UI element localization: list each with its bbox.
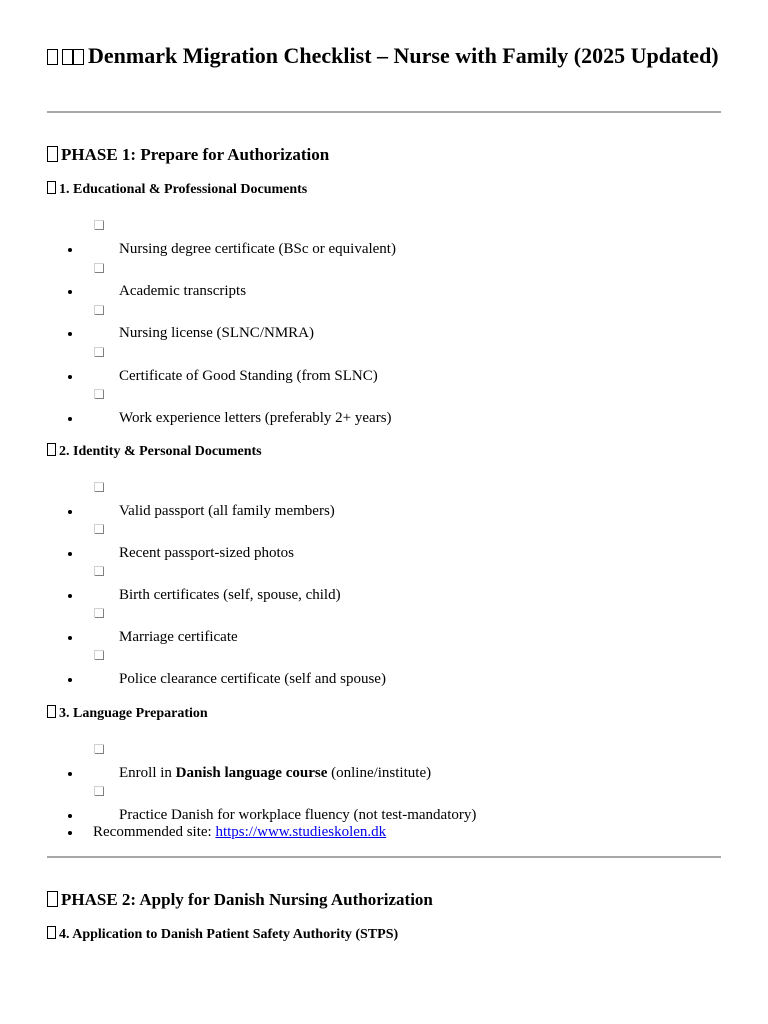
missing-glyph-icon	[47, 49, 58, 65]
bullet	[68, 552, 72, 556]
bullet	[68, 417, 72, 421]
bullet	[68, 594, 72, 598]
phase1-heading: PHASE 1: Prepare for Authorization	[47, 145, 329, 165]
bullet	[68, 814, 72, 818]
missing-glyph-icon	[47, 443, 56, 456]
checklist-item: Birth certificates (self, spouse, child)	[119, 587, 341, 603]
missing-glyph-icon	[47, 146, 58, 162]
section-heading: 2. Identity & Personal Documents	[47, 443, 262, 461]
bullet	[68, 772, 72, 776]
divider	[47, 856, 721, 858]
checkbox[interactable]	[94, 744, 104, 754]
checklist-item: Work experience letters (preferably 2+ years)	[119, 410, 392, 426]
checklist-item: Enroll in Danish language course (online/institute)	[119, 765, 432, 781]
checklist-item: Certificate of Good Standing (from SLNC)	[119, 368, 378, 384]
bullet	[68, 375, 72, 379]
checklist-item: Nursing degree certificate (BSc or equivalent)	[119, 241, 396, 257]
checklist-item: Valid passport (all family members)	[119, 503, 335, 519]
checkbox[interactable]	[94, 220, 104, 230]
divider	[47, 111, 721, 113]
missing-glyph-icon	[47, 926, 56, 939]
section-heading: 3. Language Preparation	[47, 705, 208, 723]
section-heading: 4. Application to Danish Patient Safety Authority (STPS)	[47, 926, 398, 944]
checkbox[interactable]	[94, 524, 104, 534]
checklist-item: Recent passport-sized photos	[119, 545, 294, 561]
checklist-item: Academic transcripts	[119, 283, 247, 299]
checkbox[interactable]	[94, 650, 104, 660]
checkbox[interactable]	[94, 305, 104, 315]
bullet	[68, 290, 72, 294]
checkbox[interactable]	[94, 566, 104, 576]
list-item: Recommended site: https://www.studieskolen.dk	[93, 824, 387, 840]
bullet	[68, 831, 72, 835]
missing-glyph-icon	[73, 49, 84, 65]
bullet	[68, 248, 72, 252]
checklist-item: Marriage certificate	[119, 629, 238, 645]
page-title	[47, 42, 727, 69]
checkbox[interactable]	[94, 389, 104, 399]
missing-glyph-icon	[47, 891, 58, 907]
missing-glyph-icon	[47, 705, 56, 718]
emphasis-text: Danish language course	[175, 765, 328, 781]
checkbox[interactable]	[94, 608, 104, 618]
missing-glyph-icon	[47, 181, 56, 194]
section-heading: 1. Educational & Professional Documents	[47, 181, 307, 199]
bullet	[68, 636, 72, 640]
bullet	[68, 332, 72, 336]
checklist-item: Nursing license (SLNC/NMRA)	[119, 325, 314, 341]
checklist-item: Practice Danish for workplace fluency (not test-mandatory)	[119, 807, 477, 823]
missing-glyph-icon	[62, 49, 73, 65]
checklist-item: Police clearance certificate (self and spouse)	[119, 671, 386, 687]
checkbox[interactable]	[94, 347, 104, 357]
studieskolen-link[interactable]: https://www.studieskolen.dk	[215, 824, 387, 840]
bullet	[68, 510, 72, 514]
phase2-heading: PHASE 2: Apply for Danish Nursing Authorization	[47, 890, 433, 910]
checkbox[interactable]	[94, 263, 104, 273]
page-title-text: Denmark Migration Checklist – Nurse with Family (2025 Updated)	[88, 43, 719, 68]
bullet	[68, 678, 72, 682]
checkbox[interactable]	[94, 482, 104, 492]
checkbox[interactable]	[94, 786, 104, 796]
